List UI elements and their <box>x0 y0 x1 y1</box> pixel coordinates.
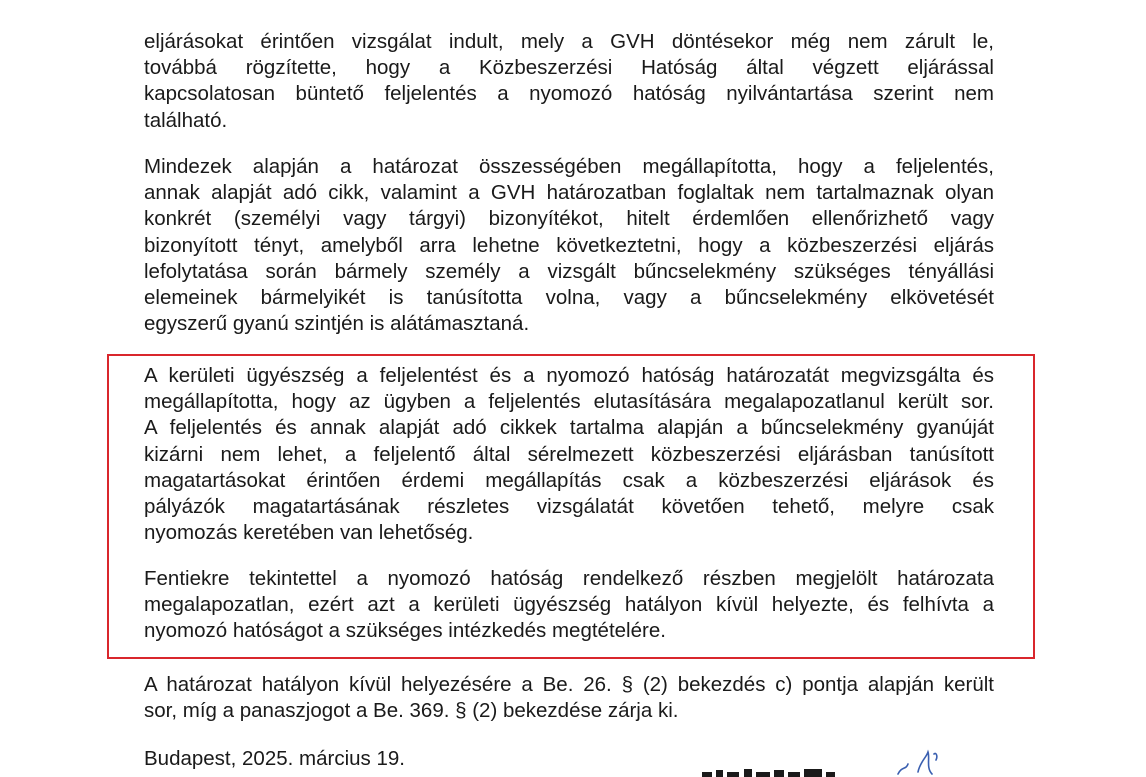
paragraph-line: magatartásokat érintően érdemi megállapítás csak a közbeszerzési eljárások és <box>144 468 994 492</box>
paragraph-1 <box>144 29 994 134</box>
paragraph-line: egyszerű gyanú szintjén is alátámasztaná. <box>144 312 530 336</box>
paragraph-line: Fentiekre tekintettel a nyomozó hatóság rendelkező részben megjelölt határozata <box>144 567 994 590</box>
paragraph-5 <box>144 672 994 724</box>
paragraph-line: nyomozó hatóságot a szükséges intézkedés megtételére. <box>144 619 666 643</box>
paragraph-line: A kerületi ügyészség a feljelentést és a nyomozó hatóság határozatát megvizsgálta és <box>144 364 994 387</box>
paragraph-line: konkrét (személyi vagy tárgyi) bizonyítékot, hitelt érdemlően ellenőrizhető vagy <box>144 207 994 231</box>
paragraph-line: nyomozás keretében van lehetőség. <box>144 521 474 545</box>
paragraph-line: megállapította, hogy az ügyben a feljelentés elutasítására megalapozatlanul került sor. <box>144 390 994 414</box>
paragraph-line: pályázók magatartásának részletes vizsgálatát követően tehető, melyre csak <box>144 494 994 518</box>
paragraph-2 <box>144 154 994 337</box>
paragraph-4-highlighted <box>144 566 994 645</box>
place-date: Budapest, 2025. március 19. <box>144 747 405 770</box>
paragraph-3-highlighted <box>144 363 994 546</box>
signature-mark <box>890 748 950 777</box>
paragraph-line: A határozat hatályon kívül helyezésére a Be. 26. § (2) bekezdés c) pontja alapján került <box>144 673 994 696</box>
paragraph-line: található. <box>144 108 228 132</box>
paragraph-line: kizárni nem lehet, a feljelentő által sérelmezett közbeszerzési eljárásban tanúsított <box>144 442 994 466</box>
cut-off-signature-line <box>700 766 860 777</box>
paragraph-line: elemeinek bármelyikét is tanúsította volna, vagy a bűncselekmény elkövetését <box>144 285 994 309</box>
paragraph-line: annak alapját adó cikk, valamint a GVH határozatban foglaltak nem tartalmaznak olyan <box>144 181 994 205</box>
paragraph-line: A feljelentés és annak alapját adó cikkek tartalma alapján a bűncselekmény gyanúját <box>144 416 994 440</box>
paragraph-line: Mindezek alapján a határozat összességében megállapította, hogy a feljelentés, <box>144 155 994 178</box>
paragraph-line: sor, míg a panaszjogot a Be. 369. § (2) bekezdése zárja ki. <box>144 699 679 723</box>
paragraph-line: kapcsolatosan büntető feljelentés a nyomozó hatóság nyilvántartása szerint nem <box>144 82 994 106</box>
paragraph-line: eljárásokat érintően vizsgálat indult, mely a GVH döntésekor még nem zárult le, <box>144 30 994 53</box>
paragraph-line: bizonyított tényt, amelyből arra lehetne következtetni, hogy a közbeszerzési eljárás <box>144 233 994 257</box>
paragraph-line: megalapozatlan, ezért azt a kerületi ügyészség hatályon kívül helyezte, és felhívta a <box>144 593 994 617</box>
paragraph-line: lefolytatása során bármely személy a vizsgált bűncselekmény szükséges tényállási <box>144 259 994 283</box>
paragraph-line: továbbá rögzítette, hogy a Közbeszerzési Hatóság által végzett eljárással <box>144 56 994 80</box>
